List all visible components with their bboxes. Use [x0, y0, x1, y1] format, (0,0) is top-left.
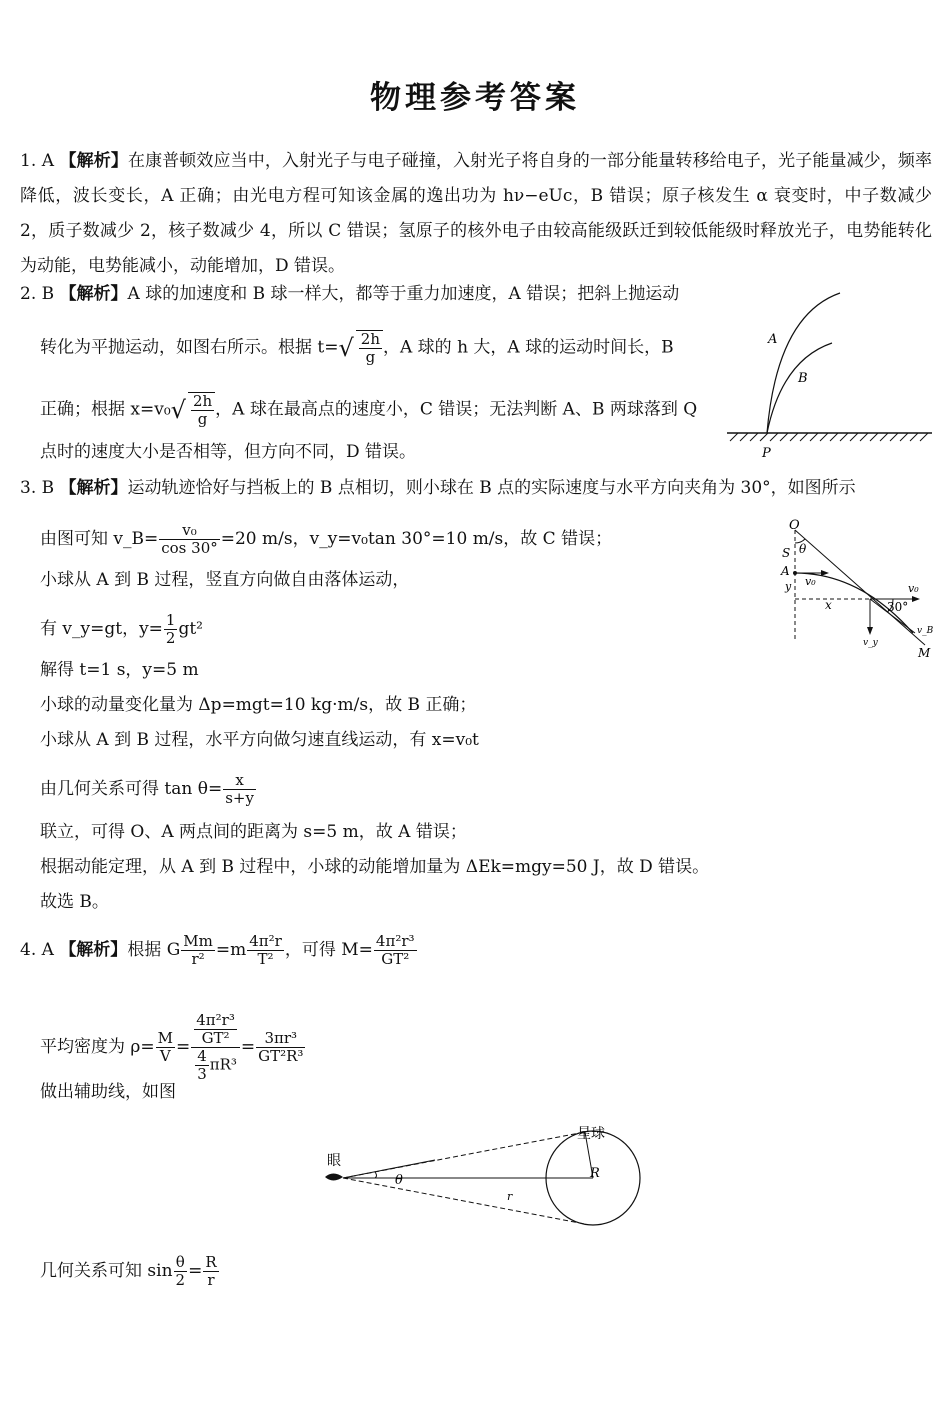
q2-text-2a: 转化为平抛运动，如图右所示。根据 t= [40, 337, 339, 358]
ball-a [793, 571, 797, 575]
label-eye: 眼 [327, 1153, 341, 1169]
q4-text-1b: =m [215, 940, 247, 960]
frac-num: 1 [165, 611, 176, 629]
q2-text-1: A 球的加速度和 B 球一样大，都等于重力加速度，A 错误；把斜上抛运动 [127, 284, 680, 304]
ground-hatch [730, 433, 928, 441]
label-p: P [762, 446, 771, 460]
frac-num: 4π²r³ [196, 1011, 235, 1029]
q4-line-4 [40, 1254, 220, 1289]
q2-tag: 【解析】 [59, 284, 128, 304]
label-a: A [781, 564, 790, 578]
label-y: y [785, 580, 792, 593]
frac-den: r [207, 1271, 215, 1289]
q4-text-1a: 根据 G [127, 940, 181, 960]
q3-line-6: 小球的动量变化量为 Δp=mgt=10 kg·m/s，故 B 正确； [40, 695, 477, 715]
frac-num: M [157, 1029, 174, 1047]
frac-den: g [197, 410, 208, 428]
q3-line-4 [40, 612, 203, 647]
theta-arc [375, 1172, 377, 1178]
frac-den: T² [257, 950, 274, 968]
vy-arrowhead [867, 627, 873, 635]
label-b: B [798, 371, 808, 386]
eq-sign: = [188, 1261, 203, 1281]
q1-text: 在康普顿效应当中，入射光子与电子碰撞，入射光子将自身的一部分能量转移给电子，光子能量减少，频率降低，波长变长，A 正确；由光电方程可知该金属的逸出功为 hν−eUc，B 错误；原子核发生 α 衰变时，中子数减少 2，质子数减少 2，核子数减少 4，所以 C 错误；氢原子的核外电子由较高能级跃迁到较低能级时释放光子，电势能转化为动能，电势能减小，动能增加，D 错误。 [20, 151, 932, 276]
frac-num: 4 [197, 1047, 207, 1065]
frac-num: Mm [183, 932, 213, 950]
label-angle: 30° [887, 600, 909, 614]
q2-line-3 [40, 392, 697, 428]
frac-den: GT²R³ [258, 1047, 304, 1065]
frac-den: cos 30° [161, 539, 218, 557]
label-vb: v_B [917, 626, 934, 636]
q3-line-5: 解得 t=1 s，y=5 m [40, 660, 199, 680]
frac-num: x [223, 772, 256, 790]
q2-line-1 [20, 282, 679, 306]
q3-text-8a: 由几何关系可得 tan θ= [40, 779, 223, 799]
frac-den: GT² [381, 950, 410, 968]
q2-figure [722, 285, 937, 460]
eq-sign: = [240, 1037, 256, 1057]
q3-line-2 [40, 522, 612, 557]
q3-line-11: 故选 B。 [40, 892, 109, 912]
q3-line-9: 联立，可得 O、A 两点间的距离为 s=5 m，故 A 错误； [40, 822, 467, 842]
label-star: 星球 [577, 1126, 605, 1142]
q3-figure [775, 515, 940, 665]
label-s: S [782, 546, 791, 560]
page-title: 物理参考答案 [370, 80, 580, 116]
q3-text-4b: gt² [178, 619, 203, 639]
frac-den: 2 [175, 1271, 186, 1289]
q3-line-10: 根据动能定理，从 A 到 B 过程中，小球的动能增加量为 ΔEk=mgy=50 J，故 D 错误。 [40, 857, 710, 877]
frac-den: g [365, 348, 376, 366]
q4-text-2a: 平均密度为 ρ= [40, 1037, 155, 1057]
frac-den: s+y [225, 789, 254, 807]
q4-text-4a: 几何关系可知 sin [40, 1261, 173, 1281]
q1-number: 1. A [20, 151, 55, 171]
q3-text-2a: 由图可知 v_B= [40, 529, 159, 549]
v0-arrowhead [912, 596, 920, 602]
compound-fraction [191, 1012, 240, 1083]
frac-num: R [205, 1253, 217, 1271]
frac-den: GT² [201, 1029, 230, 1047]
frac-den: r² [191, 950, 205, 968]
label-a: A [768, 332, 778, 347]
label-v0: v₀ [908, 582, 919, 595]
frac-num: 4π²r³ [375, 932, 415, 950]
frac-num: θ [174, 1254, 188, 1272]
q2-line-2 [40, 330, 674, 366]
frac-num: 2h [192, 392, 213, 410]
frac-den-tail: πR³ [209, 1055, 237, 1074]
label-r: r [507, 1190, 513, 1203]
label-theta: θ [395, 1173, 403, 1188]
trajectory-a [767, 293, 840, 433]
q4-figure [315, 1120, 650, 1240]
tangent-lower [343, 1178, 585, 1224]
frac-den: V [159, 1047, 171, 1065]
q3-line-8 [40, 772, 257, 807]
q3-number: 3. B [20, 478, 55, 498]
q2-text-3b: ，A 球在最高点的速度小，C 错误；无法判断 A、B 两球落到 Q [215, 399, 698, 420]
q4-number: 4. A [20, 940, 54, 960]
label-v0-start: v₀ [805, 575, 816, 588]
q1-block [20, 144, 932, 284]
trajectory-b [767, 343, 832, 433]
q3-line-1 [20, 476, 856, 500]
q2-number: 2. B [20, 284, 55, 304]
frac-den: 2 [165, 629, 176, 647]
q2-text-2b: ，A 球的 h 大，A 球的运动时间长，B [383, 337, 674, 358]
q3-text-4a: 有 v_y=gt，y= [40, 619, 163, 639]
label-theta: θ [799, 542, 807, 556]
label-x: x [825, 598, 832, 612]
sqrt-sign: √ [338, 334, 354, 362]
q3-text-2b: =20 m/s，v_y=v₀tan 30°=10 m/s，故 C 错误； [220, 529, 613, 549]
label-R: R [590, 1166, 600, 1181]
q2-line-4: 点时的速度大小是否相等，但方向不同，D 错误。 [40, 442, 417, 462]
q3-tag: 【解析】 [59, 478, 128, 498]
q4-text-1c: ，可得 M= [284, 940, 373, 960]
q3-line-3: 小球从 A 到 B 过程，竖直方向做自由落体运动， [40, 570, 410, 590]
frac-num: 4π²r [249, 932, 282, 950]
q3-text-1: 运动轨迹恰好与挡板上的 B 点相切，则小球在 B 点的实际速度与水平方向夹角为 30°，如图所示 [127, 478, 856, 498]
q2-text-3a: 正确；根据 x=v₀ [40, 399, 171, 420]
sqrt-sign: √ [170, 396, 186, 424]
eq-sign: = [176, 1037, 191, 1057]
frac-num: 3πr³ [256, 1030, 305, 1048]
q4-line-3: 做出辅助线，如图 [40, 1082, 176, 1102]
label-m: M [918, 646, 931, 660]
q1-tag: 【解析】 [59, 151, 128, 171]
eye-icon [325, 1174, 343, 1181]
label-o: O [789, 518, 800, 533]
frac-num: 2h [360, 330, 380, 348]
q4-line-2 [40, 1012, 306, 1083]
view-line [343, 1160, 435, 1178]
label-vy: v_y [863, 638, 878, 648]
v0-start-arrowhead [821, 570, 829, 576]
q4-tag: 【解析】 [59, 940, 128, 960]
frac-num: v₀ [159, 522, 219, 540]
q3-line-7: 小球从 A 到 B 过程，水平方向做匀速直线运动，有 x=v₀t [40, 730, 479, 750]
frac-den: 3 [197, 1065, 207, 1083]
q4-line-1 [20, 933, 418, 968]
